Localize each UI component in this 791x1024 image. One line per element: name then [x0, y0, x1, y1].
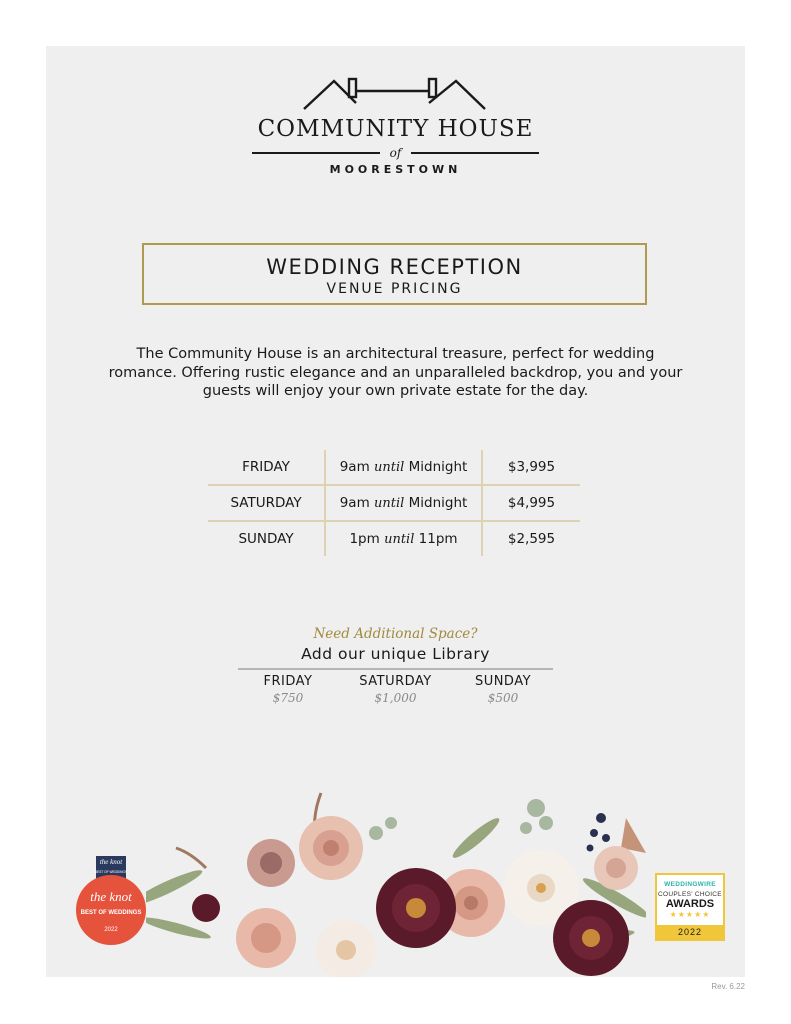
svg-text:2022: 2022 — [104, 927, 118, 933]
pricing-table — [208, 450, 580, 556]
pricing-day: SUNDAY — [208, 521, 325, 556]
pricing-hours: 1pm until 11pm — [325, 521, 482, 556]
logo-rule-left — [252, 152, 380, 154]
pricing-row — [208, 485, 580, 521]
roofline-icon — [301, 76, 491, 112]
weddingwire-badge — [655, 873, 725, 941]
svg-text:BEST OF WEDDINGS: BEST OF WEDDINGS — [80, 910, 142, 916]
pricing-price: $3,995 — [507, 459, 556, 475]
library-price: $750 — [272, 691, 304, 705]
logo — [46, 76, 745, 176]
logo-subtitle: MOORESTOWN — [329, 163, 462, 176]
pricing-row — [208, 450, 580, 485]
library-price: $500 — [487, 691, 519, 705]
library-divider — [238, 668, 553, 670]
svg-text:BEST OF WEDDINGS: BEST OF WEDDINGS — [95, 870, 127, 874]
intro-paragraph: The Community House is an architectural treasure, perfect for wedding romance. Offering rustic elegance and an unparalleled backdrop, you and your guests will enjoy your own private estate for the day. — [108, 346, 683, 399]
heading-title: WEDDING RECEPTION — [266, 255, 523, 279]
pricing-hours: 9am until Midnight — [325, 450, 482, 485]
logo-title: COMMUNITY HOUSE — [257, 116, 534, 142]
library-question: Need Additional Space? — [313, 626, 478, 642]
library-option — [346, 674, 446, 705]
heading-subtitle: VENUE PRICING — [326, 281, 463, 297]
weddingwire-label: COUPLES' CHOICE — [658, 891, 722, 898]
star-rating-icon: ★★★★★ — [669, 910, 711, 919]
pricing-row — [208, 521, 580, 556]
flyer-sheet — [46, 46, 745, 977]
revision-note: Rev. 6.22 — [711, 982, 745, 991]
the-knot-badge — [74, 856, 148, 946]
weddingwire-award: AWARDS — [665, 898, 715, 910]
pricing-day: SATURDAY — [208, 485, 325, 521]
pricing-hours: 9am until Midnight — [325, 485, 482, 521]
library-day: FRIDAY — [263, 674, 313, 689]
library-options — [238, 674, 553, 705]
pricing-price: $4,995 — [482, 485, 580, 521]
svg-text:the knot: the knot — [99, 858, 123, 866]
logo-rule-right — [411, 152, 539, 154]
svg-text:the knot: the knot — [90, 889, 132, 904]
pricing-price: $2,595 — [482, 521, 580, 556]
heading-box — [142, 243, 647, 305]
pricing-day: FRIDAY — [242, 459, 290, 475]
library-option — [453, 674, 553, 705]
weddingwire-year: 2022 — [657, 925, 723, 939]
library-add-text: Add our unique Library — [301, 645, 490, 663]
floral-arrangement-illustration — [146, 778, 646, 977]
library-price: $1,000 — [374, 691, 417, 705]
library-option — [238, 674, 338, 705]
logo-of: of — [389, 146, 402, 160]
weddingwire-brand: WEDDINGWIRE — [664, 881, 716, 888]
logo-divider — [46, 146, 745, 160]
library-day: SUNDAY — [474, 674, 532, 689]
library-day: SATURDAY — [359, 674, 432, 689]
